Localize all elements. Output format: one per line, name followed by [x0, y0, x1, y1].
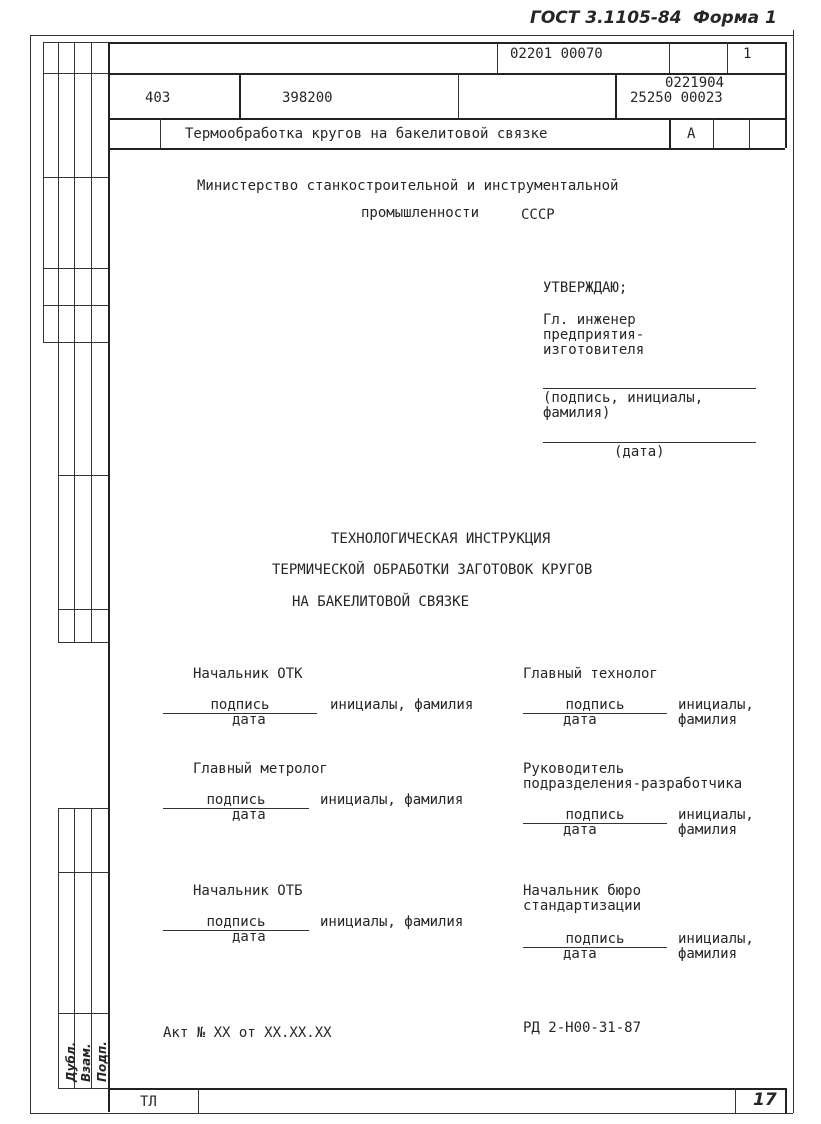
margin-h5	[43, 342, 108, 343]
stamp-right	[785, 42, 787, 148]
margin-h6	[58, 475, 108, 476]
stamp-r3-div2	[669, 118, 671, 148]
approval-role-3: изготовителя	[543, 342, 645, 358]
margin-h0	[43, 42, 108, 43]
otk-sig-word: подпись	[163, 697, 317, 714]
stamp-r3-div1	[160, 118, 161, 148]
otb-sig-word: подпись	[163, 914, 309, 931]
approval-date-caption: (дата)	[614, 444, 665, 460]
approval-role-1: Гл. инженер	[543, 312, 636, 328]
doc-title-line3: НА БАКЕЛИТОВОЙ СВЯЗКЕ	[292, 594, 470, 610]
ministry-line2: промышленности	[361, 205, 480, 221]
main-metrologist-sig-word: подпись	[163, 792, 309, 809]
ministry-line1: Министерство станкостроительной и инструментальной	[197, 178, 619, 194]
stamp-r1-div1	[497, 42, 498, 73]
stamp-r2-div3	[615, 73, 617, 118]
margin-h8	[58, 642, 108, 643]
stamp-letter: А	[687, 126, 696, 142]
otb-initials: инициалы, фамилия	[320, 914, 464, 930]
stamp-top	[108, 42, 785, 44]
dept-head-sig-word: подпись	[523, 807, 667, 824]
margin-h1	[43, 73, 108, 74]
dept-head-initials: инициалы,	[678, 807, 754, 823]
margin-low-h0	[58, 808, 108, 809]
approval-date-line	[543, 442, 756, 443]
otk-date: дата	[232, 712, 266, 728]
margin-h7	[58, 609, 108, 610]
approval-sig-caption-2: фамилия)	[543, 405, 611, 421]
margin-low-h3	[58, 1088, 108, 1089]
footer-div1	[198, 1088, 199, 1113]
main-metrologist-initials: инициалы, фамилия	[320, 792, 464, 808]
frame-bottom	[30, 1113, 793, 1114]
margin-low-h1	[58, 872, 108, 873]
std-bureau-line2: стандартизации	[523, 898, 642, 914]
margin-label-vzam: Взам.	[79, 1043, 93, 1082]
sheet-type: ТЛ	[140, 1094, 157, 1110]
margin-h4	[43, 305, 108, 306]
doc-title-line2: ТЕРМИЧЕСКОЙ ОБРАБОТКИ ЗАГОТОВОК КРУГОВ	[272, 562, 593, 578]
stamp-r3-div4	[749, 118, 750, 148]
stamp-title: Термообработка кругов на бакелитовой связке	[185, 126, 548, 142]
approval-heading: УТВЕРЖДАЮ;	[543, 280, 628, 296]
footer-right	[785, 1088, 787, 1113]
margin-h3	[43, 268, 108, 269]
otk-title: Начальник ОТК	[193, 666, 303, 682]
form-number: Форма 1	[693, 8, 777, 28]
stamp-doc-code: 02201 00070	[510, 46, 603, 62]
margin-label-dubl: Дубл.	[64, 1041, 78, 1082]
margin-col-1	[43, 42, 44, 342]
ministry-line2b: СССР	[521, 207, 555, 223]
dept-head-line1: Руководитель	[523, 761, 625, 777]
stamp-row3-bottom	[108, 148, 785, 150]
std-bureau-initials: инициалы,	[678, 931, 754, 947]
page-number: 17	[753, 1090, 777, 1110]
dept-head-line2: подразделения-разработчика	[523, 776, 743, 792]
stamp-row2-col1: 403	[145, 90, 171, 106]
main-technologist-surname: фамилия	[678, 712, 738, 728]
std-bureau-line1: Начальник бюро	[523, 883, 642, 899]
main-left-border	[108, 42, 110, 1112]
footer-top-line	[108, 1088, 785, 1090]
main-metrologist-title: Главный метролог	[193, 761, 328, 777]
stamp-r1-div3	[727, 42, 728, 73]
stamp-row2-col2: 398200	[282, 90, 333, 106]
std-bureau-surname: фамилия	[678, 946, 738, 962]
std-bureau-date: дата	[563, 946, 597, 962]
frame-left	[30, 35, 31, 1113]
main-technologist-sig-word: подпись	[523, 697, 667, 714]
gost-standard: ГОСТ 3.1105-84	[530, 8, 682, 28]
approval-sig-caption-1: (подпись, инициалы,	[543, 390, 704, 406]
approval-signature-line	[543, 388, 756, 389]
stamp-r2-div1	[239, 73, 241, 118]
stamp-r1-div2	[669, 42, 670, 73]
std-bureau-sig-word: подпись	[523, 931, 667, 948]
margin-low-col-1	[58, 808, 59, 1088]
main-technologist-title: Главный технолог	[523, 666, 658, 682]
dept-head-surname: фамилия	[678, 822, 738, 838]
act-reference: Акт № XX от XX.XX.XX	[163, 1025, 332, 1041]
stamp-r2-div2	[458, 73, 459, 118]
main-technologist-initials: инициалы,	[678, 697, 754, 713]
frame-top	[30, 35, 793, 36]
approval-role-2: предприятия-	[543, 327, 645, 343]
stamp-r3-div3	[713, 118, 714, 148]
main-technologist-date: дата	[563, 712, 597, 728]
margin-low-h2	[58, 1013, 108, 1014]
stamp-row2-bottom	[108, 118, 785, 120]
margin-h2	[43, 177, 108, 178]
otb-date: дата	[232, 929, 266, 945]
stamp-code-top: 0221904	[665, 75, 725, 91]
dept-head-date: дата	[563, 822, 597, 838]
footer-div2	[735, 1088, 736, 1113]
frame-right	[793, 30, 794, 1113]
stamp-sheet-num: 1	[743, 46, 752, 62]
stamp-code-bottom: 25250 00023	[630, 90, 723, 106]
otb-title: Начальник ОТБ	[193, 883, 303, 899]
main-metrologist-date: дата	[232, 807, 266, 823]
margin-label-podp: Подп.	[95, 1041, 109, 1082]
doc-title-line1: ТЕХНОЛОГИЧЕСКАЯ ИНСТРУКЦИЯ	[331, 531, 551, 547]
rd-reference: РД 2-Н00-31-87	[523, 1020, 642, 1036]
otk-initials: инициалы, фамилия	[330, 697, 474, 713]
